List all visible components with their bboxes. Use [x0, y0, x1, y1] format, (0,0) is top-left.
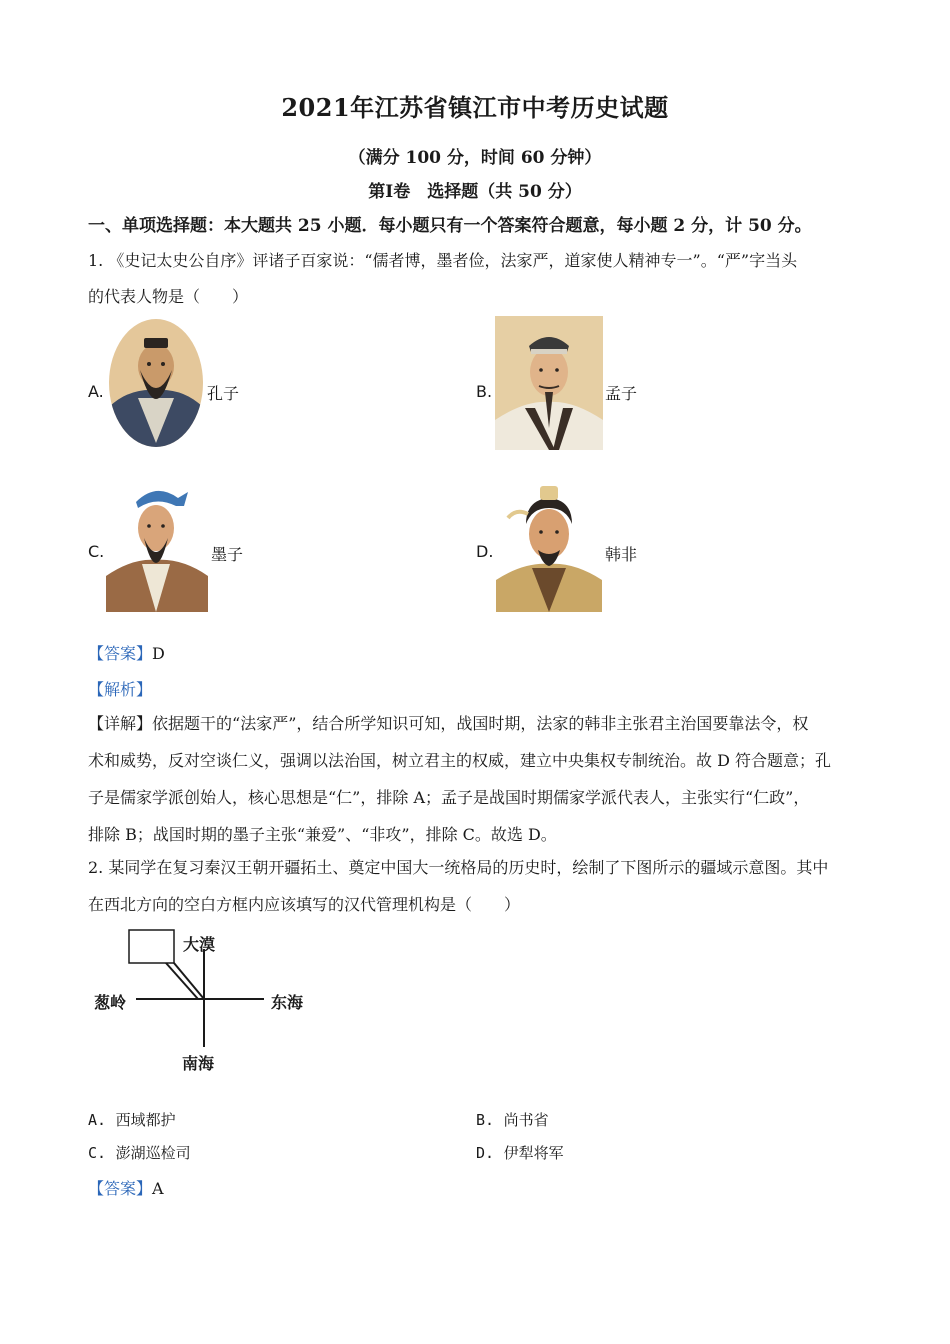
- option-letter: A.: [88, 382, 104, 401]
- q2-option-d: [476, 1142, 564, 1163]
- map-label-south: 南海: [182, 1054, 215, 1073]
- option-letter: A.: [88, 1111, 107, 1129]
- option-letter: D.: [476, 1144, 495, 1162]
- option-letter: B.: [476, 1111, 495, 1129]
- mozi-portrait-icon: [106, 476, 208, 612]
- q1-option-a: [88, 382, 104, 401]
- q2-option-a: [88, 1109, 176, 1130]
- q2-option-b: [476, 1109, 549, 1130]
- section-heading: 一、单项选择题：本大题共 25 小题．每小题只有一个答案符合题意，每小题 2 分，计 50 分。: [88, 216, 812, 236]
- q1-detail-line1: [88, 711, 878, 734]
- confucius-portrait-icon: [108, 318, 204, 448]
- volume-heading: 第Ⅰ卷 选择题（共 50 分）: [368, 182, 582, 202]
- option-text: 伊犁将军: [503, 1144, 564, 1162]
- hanfei-portrait-icon: [496, 478, 602, 612]
- q1-option-c: [88, 542, 104, 561]
- q1-detail-line3: 子是儒家学派创始人，核心思想是“仁”，排除 A；孟子是战国时期儒家学派代表人，主张实行“仁政”，: [88, 788, 810, 807]
- answer-tag: 【答案】: [88, 644, 153, 663]
- option-letter: C.: [88, 1144, 107, 1162]
- q1-answer: [88, 641, 878, 664]
- map-label-east: 东海: [271, 993, 304, 1012]
- q1-option-b: [476, 382, 492, 401]
- option-text: 澎湖巡检司: [115, 1144, 191, 1162]
- detail-text: 依据题干的“法家严”，结合所学知识可知，战国时期，法家的韩非主张君主治国要靠法令，权: [152, 714, 809, 733]
- q1-option-c-name: 墨子: [211, 545, 244, 564]
- mencius-portrait-icon: [495, 316, 603, 450]
- q1-stem-line1: 1. 《史记太史公自序》评诸子百家说：“儒者博，墨者俭，法家严，道家使人精神专一”。“严”字当头: [88, 251, 798, 270]
- q1-analysis-tag: 【解析】: [88, 680, 153, 699]
- q1-stem-line2: 的代表人物是（ ）: [88, 287, 249, 306]
- answer-tag: 【答案】: [88, 1179, 153, 1198]
- q2-option-c: [88, 1142, 191, 1163]
- answer-value: A: [152, 1179, 164, 1198]
- q1-option-a-name: 孔子: [207, 384, 240, 403]
- answer-value: D: [152, 644, 165, 663]
- detail-tag: 【详解】: [88, 714, 153, 733]
- option-letter: B.: [476, 382, 493, 401]
- q2-stem-line1: 2. 某同学在复习秦汉王朝开疆拓土、奠定中国大一统格局的历史时，绘制了下图所示的疆域示意图。其中: [88, 858, 829, 877]
- option-text: 西域都护: [115, 1111, 176, 1129]
- map-label-west: 葱岭: [94, 993, 127, 1012]
- q1-detail-line2: 术和威势，反对空谈仁义，强调以法治国，树立君主的权威，建立中央集权专制统治。故 D 符合题意；孔: [88, 751, 832, 770]
- q2-answer: [88, 1176, 878, 1199]
- q1-option-b-name: 孟子: [605, 384, 638, 403]
- q1-detail-line4: 排除 B；战国时期的墨子主张“兼爱”、“非攻”，排除 C。故选 D。: [88, 825, 557, 844]
- territory-map: [90, 925, 320, 1075]
- option-letter: D.: [476, 542, 494, 561]
- q1-option-d: [476, 542, 493, 561]
- option-text: 尚书省: [503, 1111, 549, 1129]
- q1-option-d-name: 韩非: [605, 545, 638, 564]
- score-time-note: （满分 100 分，时间 60 分钟）: [348, 148, 602, 168]
- map-label-north: 大漠: [183, 935, 216, 954]
- page-title: 2021年江苏省镇江市中考历史试题: [281, 93, 669, 122]
- q2-stem-line2: 在西北方向的空白方框内应该填写的汉代管理机构是（ ）: [88, 895, 521, 914]
- option-letter: C.: [88, 542, 105, 561]
